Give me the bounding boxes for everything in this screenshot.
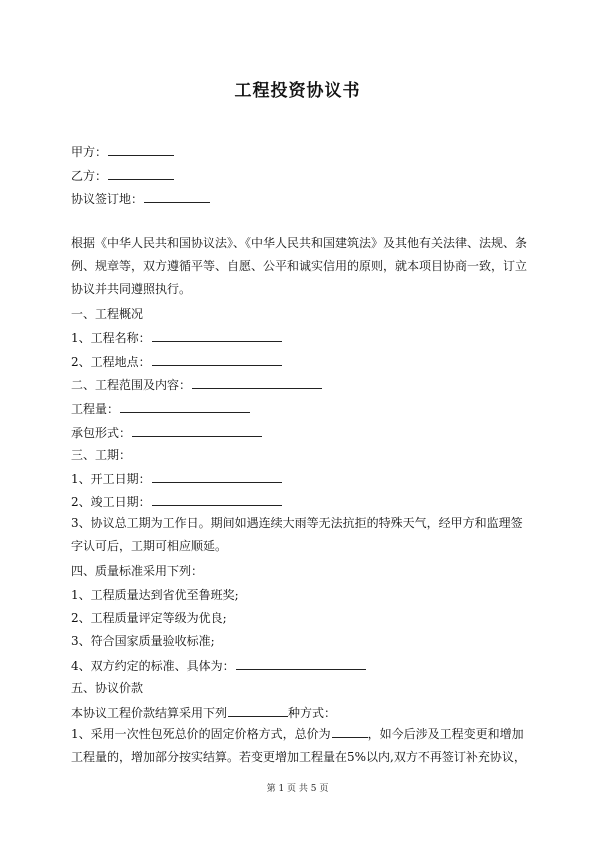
quantity-blank[interactable] bbox=[120, 400, 250, 413]
quality-item-4-field bbox=[71, 657, 366, 674]
end-date-field bbox=[71, 493, 282, 510]
sign-place-blank[interactable] bbox=[144, 190, 210, 203]
contract-form-field bbox=[71, 424, 262, 441]
payment-method-field bbox=[71, 704, 336, 721]
party-a-field bbox=[71, 143, 174, 160]
party-b-label: 乙方： bbox=[71, 169, 108, 183]
start-date-blank[interactable] bbox=[152, 470, 282, 483]
end-date-label: 2、竣工日期： bbox=[71, 495, 151, 509]
quality-item-3: 3、符合国家质量验收标准; bbox=[71, 634, 215, 648]
contract-form-label: 承包形式： bbox=[71, 426, 132, 440]
quality-standard-blank[interactable] bbox=[236, 657, 366, 670]
section-3-heading: 三、工期： bbox=[71, 448, 132, 462]
section-4-heading: 四、质量标准采用下列： bbox=[71, 564, 204, 578]
quantity-label: 工程量： bbox=[71, 402, 120, 416]
scope-field bbox=[71, 376, 322, 393]
party-a-label: 甲方： bbox=[71, 145, 108, 159]
document-title: 工程投资协议书 bbox=[234, 81, 361, 101]
fixed-price-text-a: 1、采用一次性包死总价的固定价格方式，总价为 bbox=[71, 727, 331, 741]
sign-place-label: 协议签订地： bbox=[71, 192, 144, 206]
page-footer: 第 1 页 共 5 页 bbox=[266, 784, 329, 794]
project-site-label: 2、工程地点： bbox=[71, 355, 151, 369]
sign-place-field bbox=[71, 190, 210, 207]
project-name-label: 1、工程名称： bbox=[71, 331, 151, 345]
party-b-blank[interactable] bbox=[108, 167, 174, 180]
quality-item-2: 2、工程质量评定等级为优良; bbox=[71, 611, 227, 625]
section-5-heading: 五、协议价款 bbox=[71, 681, 144, 695]
scope-label: 二、工程范围及内容： bbox=[71, 378, 192, 392]
section-1-heading: 一、工程概况 bbox=[71, 307, 144, 321]
project-site-blank[interactable] bbox=[152, 353, 282, 366]
duration-note: 3、协议总工期为工作日。期间如遇连续大雨等无法抗拒的特殊天气，经甲方和监理签字认可后，工期可相应顺延。 bbox=[71, 516, 523, 553]
quality-item-1: 1、工程质量达到省优至鲁班奖; bbox=[71, 588, 239, 602]
project-site-field bbox=[71, 353, 282, 370]
quality-item-4-label: 4、双方约定的标准、具体为： bbox=[71, 659, 235, 673]
quantity-field bbox=[71, 400, 250, 417]
fixed-price-paragraph bbox=[71, 723, 529, 769]
payment-method-blank[interactable] bbox=[228, 704, 288, 717]
fixed-price-text-b: ，如今后涉及工程变更和增加工程量的，增加部分按实结算。若变更增加工程量在5%以内,双方不再签订补充协议， bbox=[71, 727, 526, 764]
total-price-blank[interactable] bbox=[332, 725, 368, 738]
project-name-field bbox=[71, 329, 282, 346]
start-date-field bbox=[71, 470, 282, 487]
payment-method-suffix: 种方式： bbox=[288, 706, 337, 720]
payment-method-label: 本协议工程价款结算采用下列 bbox=[71, 706, 228, 720]
project-name-blank[interactable] bbox=[152, 329, 282, 342]
end-date-blank[interactable] bbox=[152, 493, 282, 506]
scope-blank[interactable] bbox=[192, 376, 322, 389]
start-date-label: 1、开工日期： bbox=[71, 472, 151, 486]
party-b-field bbox=[71, 167, 174, 184]
contract-form-blank[interactable] bbox=[132, 424, 262, 437]
party-a-blank[interactable] bbox=[108, 143, 174, 156]
intro-paragraph: 根据《中华人民共和国协议法》、《中华人民共和国建筑法》及其他有关法律、法规、条例、规章等，双方遵循平等、自愿、公平和诚实信用的原则，就本项目协商一致，订立协议并共同遵照执行。 bbox=[71, 236, 528, 296]
